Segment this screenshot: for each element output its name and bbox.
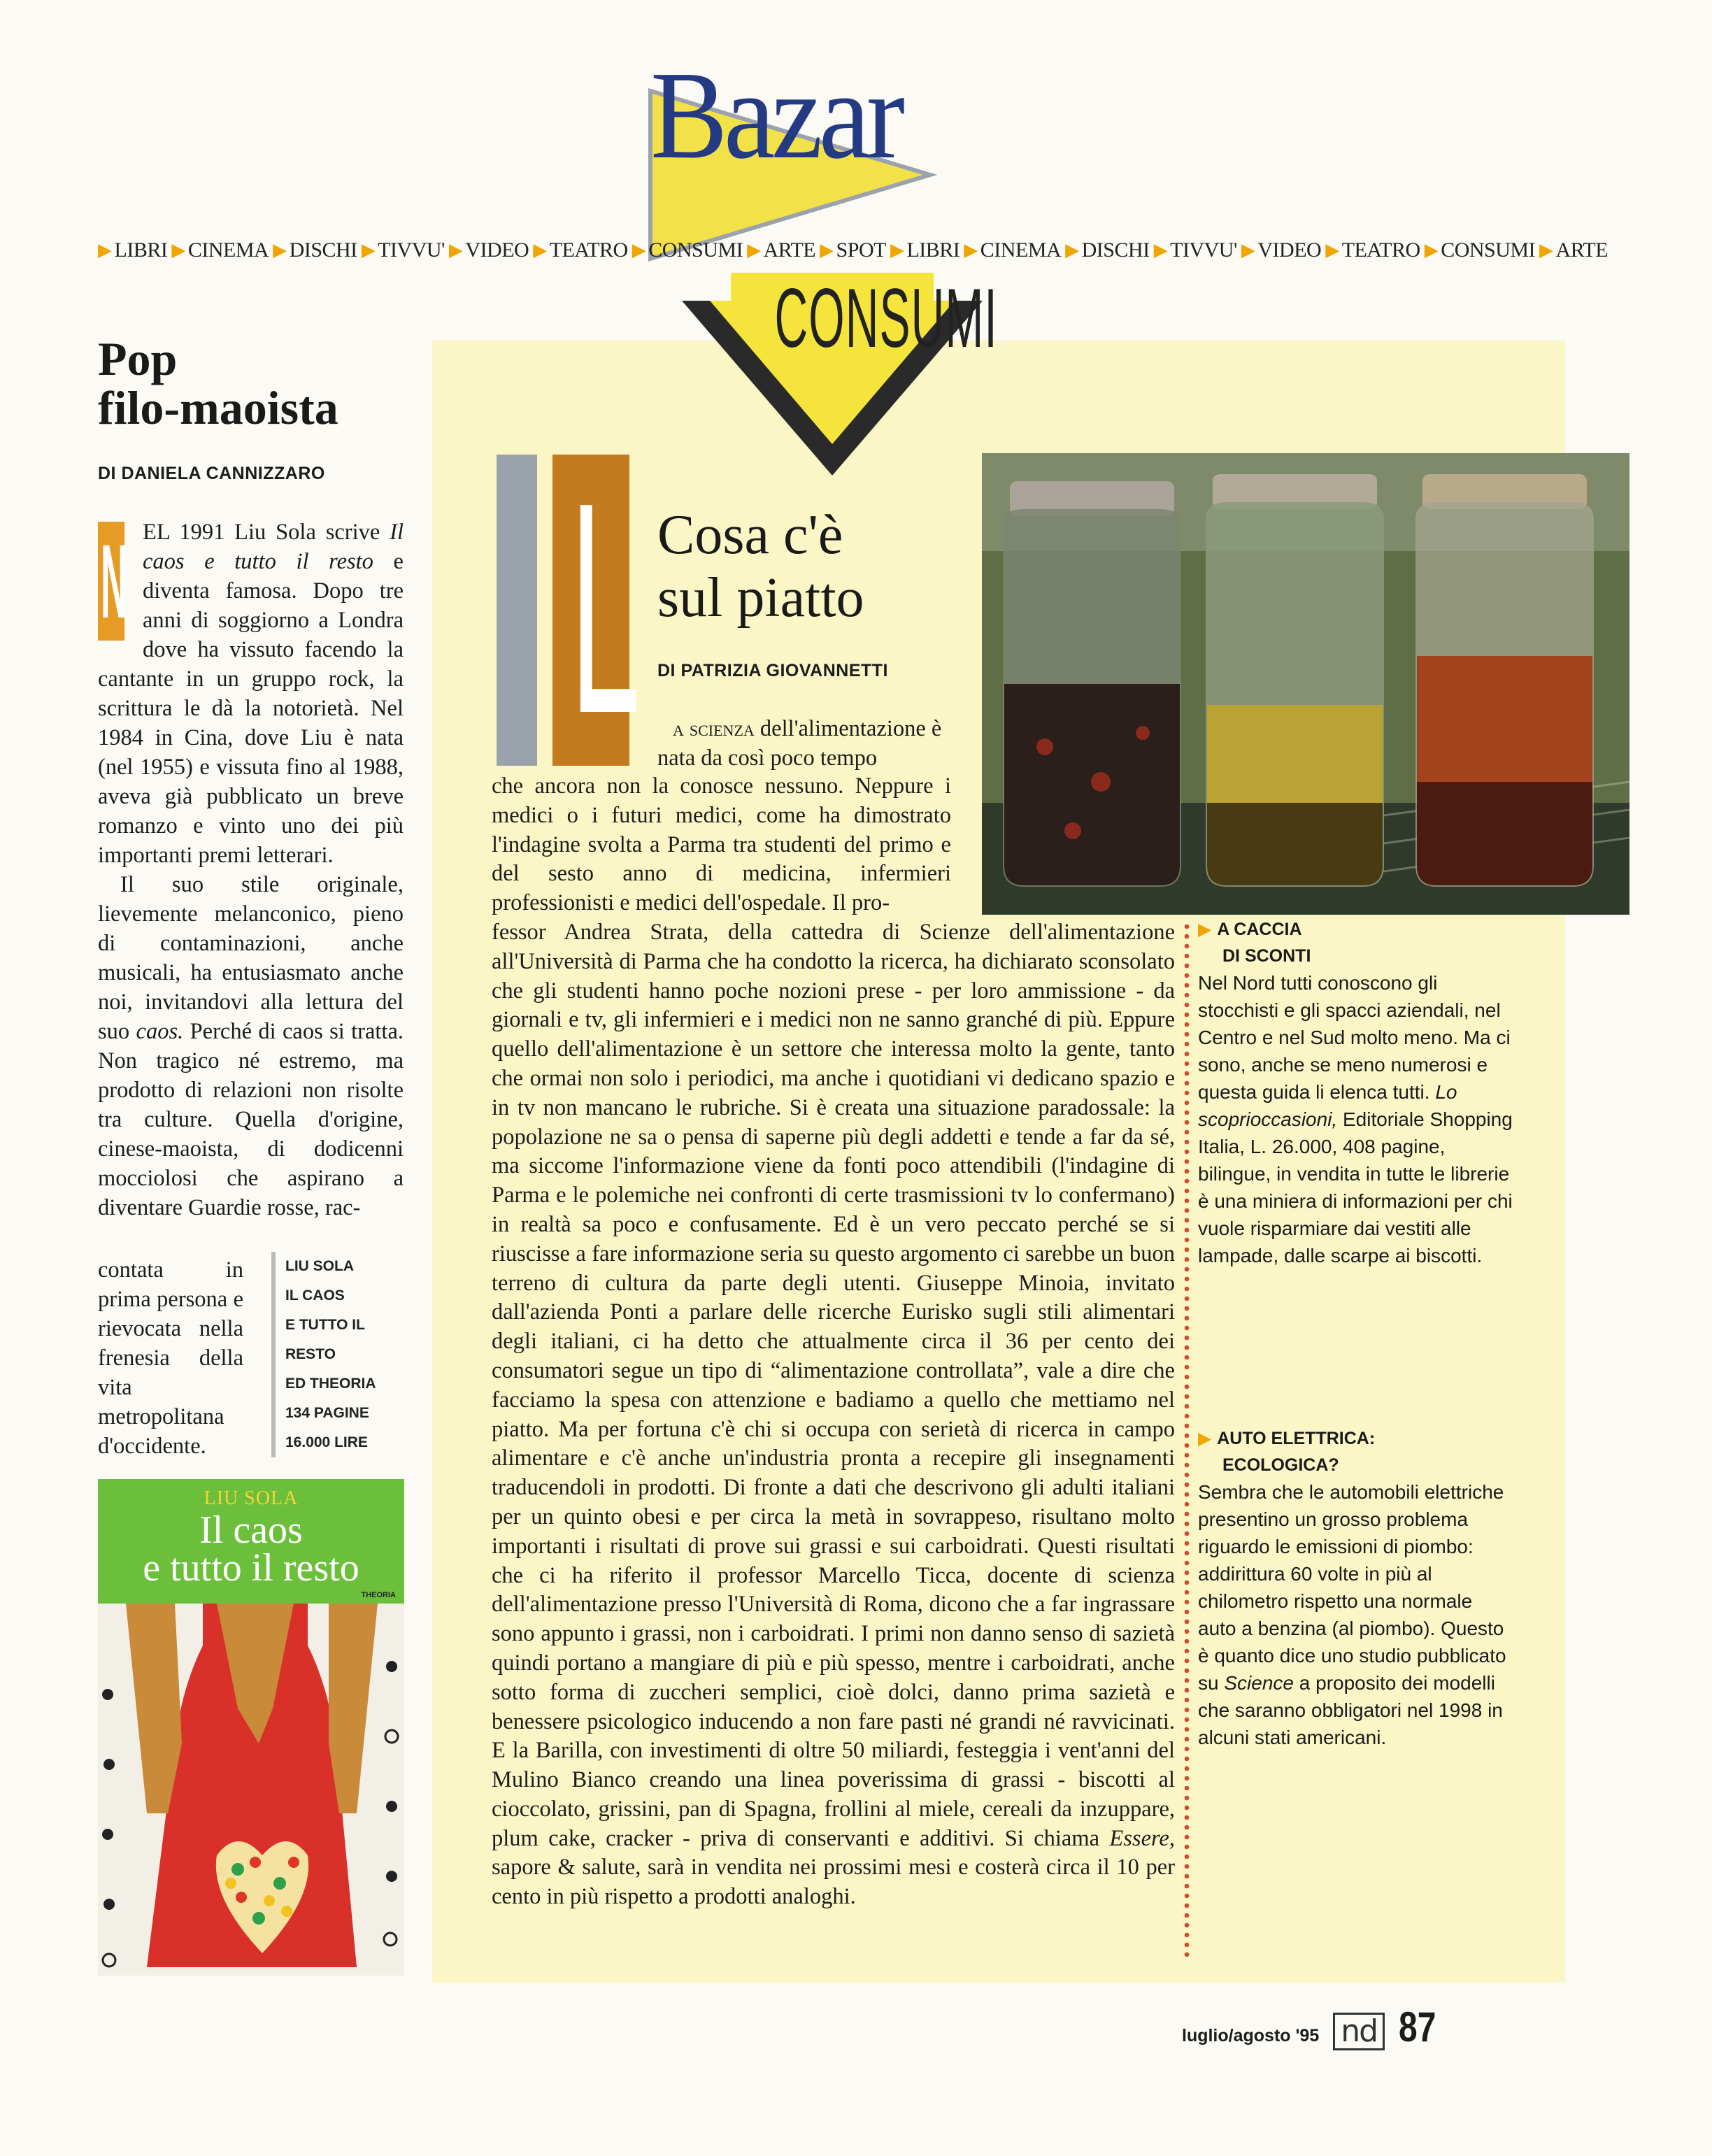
triangle-right-icon: ▶ — [1065, 240, 1079, 261]
nav-item-libri-9[interactable] — [890, 238, 960, 262]
left-article-body-end: contata in prima persona e rievocata nella frenesia della vita metropolitana d'occidente. — [98, 1257, 243, 1459]
sidebar-heading: ▶ A CACCIA DI SCONTI — [1198, 919, 1311, 966]
left-article-body: N EL 1991 Liu Sola scrive Il caos e tutto il resto e diventa famosa. Dopo tre anni di soggiorno a Londra dove ha vissuto facendo la cantante in un gruppo rock, la scrittura le dà la notorietà. Nel 1984 in Cina, dove Liu è nata (nel 1955) e vissuta fino al 1988, aveva già pubblicato un breve romanzo e vinto uno dei più importanti premi letterari. Il suo stile originale, lievemente melanconico, pieno di contaminazioni, anche musicali, ha entusiasmato anche noi, invitandovi alla lettura del suo caos. Perché di caos si tratta. Non tragico né estremo, ma prodotto di relazioni non risolte tra culture. Quella d'origine, cinese-maoista, di dodicenni mocciolosi che aspirano a diventare Guardie rosse, rac- — [98, 520, 404, 1220]
triangle-right-icon: ▶ — [747, 240, 761, 261]
nav-item-label: DISCHI — [289, 238, 357, 262]
jars-photo — [982, 453, 1629, 915]
sidebar-text: Nel Nord tutti conoscono gli stocchisti e gli spacci aziendali, nel Centro e nel Sud molto meno. Ma ci sono, anche se meno numerosi e questa guida li elenca tutti. Lo scoprioccasioni, Editoriale Shopping Italia, L. 26.000, 408 pagine, bilingue, in vendita in tutte le librerie è una miniera di informazioni per chi vuole risparmiare dai vestiti alle lampade, dalle scarpe ai biscotti. — [1198, 972, 1513, 1266]
triangle-right-icon: ▶ — [1241, 240, 1255, 261]
triangle-right-icon: ▶ — [890, 240, 904, 261]
nav-item-video-4[interactable] — [449, 238, 529, 262]
nav-item-label: SPOT — [836, 238, 886, 262]
triangle-right-icon: ▶ — [1539, 240, 1553, 261]
triangle-right-icon: ▶ — [533, 240, 547, 261]
triangle-right-icon: ▶ — [964, 240, 978, 261]
main-article-title: Cosa c'è sul piatto — [657, 504, 864, 629]
cover-title: Il caos e tutto il resto — [143, 1508, 359, 1590]
nav-item-spot-8[interactable] — [820, 238, 886, 262]
section-label: CONSUMI — [774, 271, 998, 365]
nav-item-teatro-14[interactable] — [1325, 238, 1420, 262]
main-article-body-narrow: che ancora non la conosce nessuno. Neppure i medici o i futuri medici, come ha dimostrato l'indagine svolta a Parma tra studenti del primo e del sesto anno di medicina, infermieri professionisti e medici dell'ospedale. Il pro- — [492, 773, 951, 916]
triangle-right-icon: ▶ — [448, 240, 463, 261]
triangle-right-icon: ▶ — [820, 240, 834, 261]
nav-item-video-13[interactable] — [1241, 238, 1321, 262]
nav-item-arte-16[interactable] — [1539, 238, 1608, 262]
triangle-right-icon: ▶ — [361, 240, 376, 261]
nav-item-consumi-15[interactable] — [1425, 238, 1535, 262]
dropcap: N — [98, 522, 133, 641]
nav-item-tivvu-12[interactable] — [1154, 238, 1237, 262]
triangle-right-icon: ▶ — [1198, 919, 1212, 939]
nav-item-cinema-1[interactable] — [171, 238, 269, 262]
triangle-right-icon: ▶ — [1153, 240, 1168, 261]
nav-item-label: TIVVU' — [378, 238, 445, 262]
left-article-title: Pop filo-maoista — [98, 332, 338, 434]
nav-item-label: DISCHI — [1081, 238, 1150, 262]
main-article-body — [492, 772, 1175, 1912]
triangle-right-icon: ▶ — [632, 240, 646, 261]
cover-author: LIU SOLA — [204, 1487, 299, 1509]
book-cover-image — [98, 1479, 404, 1976]
big-initial-grey-bar — [497, 455, 537, 766]
sidebar-box-sconti — [1198, 916, 1513, 1269]
main-article-body-wide: fessor Andrea Strata, della cattedra di Scienze dell'alimentazione all'Università di Parma che ha condotto la ricerca, ha dichiarato sconsolato che gli studenti hanno poche nozioni prese - per loro ammissione - da giornali e tv, gli infermieri e i medici non ne sanno granché di più. Eppure quello dell'alimentazione è un settore che interessa molto la gente, tanto che ormai non solo i periodici, ma anche i quotidiani vi dedicano spazio e in tv non mancano le rubriche. Si è creata una situazione paradossale: la popolazione ne sa o pensa di saperne più degli addetti e tende a far da sé, ma siccome l'informazione viene da fonti poco attendibili (l'indagine di Parma e le polemiche nei confronti di certe trasmissioni tv lo confermano) in realtà sa poco e confusamente. Ed è un vero peccato perché se si riuscisse a fare informazione seria su questo argomento ci sarebbe un buon terreno di cultura da parte degli utenti. Giuseppe Minoia, invitato dall'azienda Ponti a parlare delle ricerche Eurisko sugli stili alimentari degli italiani, ci ha detto che attualmente circa il 36 per cento dei consumatori segue un tipo di “alimentazione controllata”, vale a dire che facciamo la spesa con attenzione e badiamo a quello che mettiamo nel piatto. Ma per fortuna c'è chi si occupa con serietà di ricerca in campo alimentare e c'è anche un'industria pronta a recepire gli insegnamenti traducendoli in prodotti. Di fronte a dati che descrivono gli adulti italiani per un quinto obesi e per circa la metà in sovrappeso, risultano molto importanti i risultati di prove sui grassi e sui carboidrati. Questi risultati che ci ha riferito il professor Marcello Ticca, docente di scienza dell'alimentazione presso l'Università di Roma, dicono che a far ingrassare sono appunto i grassi, non i carboidrati. I primi non danno senso di sazietà quindi portano a mangiare di più e più spesso, mentre i carboidrati, anche sotto forma di zuccheri semplici, cioè dolci, danno prima sazietà e benessere psicologico inducendo a non fare pasti né grandi né ravvicinati. E la Barilla, con investimenti di oltre 50 miliardi, festeggia i vent'anni del Mulino Bianco creando una linea poverissima di grassi - biscotti al cioccolato, grissini, pan di Spagna, frollini al miele, cereali da inzuppare, plum cake, cracker - priva di conservanti e additivi. Si chiama Essere, sapore & salute, sarà in vendita nei prossimi mesi e costerà circa il 10 per cento in più rispetto a prodotti analoghi. — [492, 919, 1175, 1910]
nav-item-label: CONSUMI — [648, 238, 743, 262]
main-article-byline: DI PATRIZIA GIOVANNETTI — [657, 661, 889, 680]
nav-item-dischi-2[interactable] — [273, 238, 357, 262]
triangle-right-icon: ▶ — [171, 240, 185, 261]
nav-item-label: ARTE — [1555, 238, 1608, 262]
nav-item-dischi-11[interactable] — [1065, 238, 1150, 262]
nav-item-label: VIDEO — [1257, 238, 1322, 262]
triangle-right-icon: ▶ — [1325, 240, 1339, 261]
nav-item-label: TEATRO — [1341, 238, 1420, 262]
nav-item-cinema-10[interactable] — [964, 238, 1061, 262]
triangle-right-icon: ▶ — [98, 240, 112, 261]
nav-item-label: ARTE — [763, 238, 816, 262]
nav-item-tivvu-3[interactable] — [362, 238, 445, 262]
nav-item-label: LIBRI — [114, 238, 168, 262]
sidebar-text: Sembra che le automobili elettriche presentino un grosso problema riguardo le emissioni di piombo: addirittura 60 volte in più al chilometro rispetto una normale auto a benzina (al piombo). Questo è quanto dice uno studio pubblicato su Science a proposito dei modelli che saranno obbligatori nel 1998 in alcuni stati americani. — [1198, 1481, 1506, 1748]
magazine-logo: nd — [1333, 2013, 1385, 2050]
masthead-title: Bazar — [650, 45, 901, 185]
nav-item-label: CONSUMI — [1441, 238, 1536, 262]
sidebar-box-auto — [1198, 1425, 1513, 1751]
issue-date: luglio/agosto '95 — [1182, 2026, 1320, 2046]
nav-item-label: CINEMA — [187, 238, 269, 262]
cover-illustration — [98, 1604, 404, 1976]
page-number: 87 — [1399, 2004, 1436, 2050]
nav-item-label: TIVVU' — [1170, 238, 1237, 262]
nav-item-consumi-6[interactable] — [632, 238, 743, 262]
main-article-lead: a scienza dell'alimentazione è nata da così poco tempo — [657, 715, 942, 771]
big-initial-letter: L — [570, 441, 641, 776]
nav-item-label: VIDEO — [465, 238, 529, 262]
left-article-byline: DI DANIELA CANNIZZARO — [98, 464, 325, 483]
nav-item-label: LIBRI — [906, 238, 960, 262]
triangle-right-icon: ▶ — [1198, 1428, 1212, 1448]
triangle-right-icon: ▶ — [1424, 240, 1439, 261]
nav-item-label: CINEMA — [980, 238, 1062, 262]
nav-item-libri-0[interactable] — [98, 238, 167, 262]
book-info-box: LIU SOLA IL CAOS E TUTTO IL RESTO ED THEORIA 134 PAGINE 16.000 LIRE — [271, 1252, 418, 1457]
nav-item-arte-7[interactable] — [747, 238, 815, 262]
section-nav — [98, 238, 1608, 263]
nav-item-teatro-5[interactable] — [533, 238, 628, 262]
page-footer — [1182, 2001, 1446, 2050]
cover-publisher: THEORIA — [361, 1591, 396, 1599]
dotted-divider — [1184, 922, 1190, 1957]
nav-item-label: TEATRO — [549, 238, 628, 262]
sidebar-heading: ▶ AUTO ELETTRICA: ECOLOGICA? — [1198, 1428, 1376, 1475]
triangle-right-icon: ▶ — [273, 240, 287, 261]
